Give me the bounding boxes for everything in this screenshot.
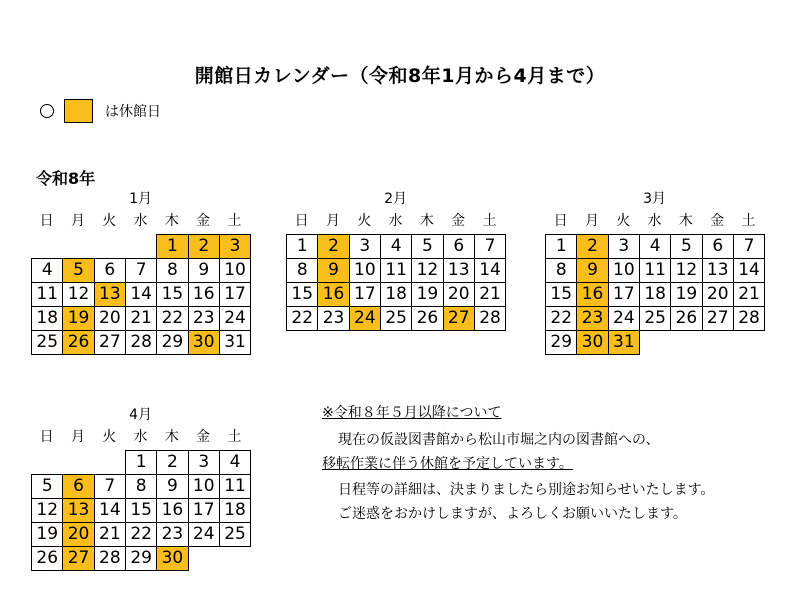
day-cell: 31 [219,330,252,355]
day-cell: 6 [443,234,476,259]
weekday-header: 木 [164,213,179,229]
weekday-header: 火 [616,213,631,229]
day-cell-closed: 13 [62,498,95,523]
day-cell: 7 [125,258,158,283]
month-title: 2月 [384,191,407,207]
weekday-header: 月 [325,213,340,229]
day-cell: 28 [474,306,507,331]
day-cell: 26 [31,546,64,571]
day-cell: 12 [31,498,64,523]
day-cell-closed: 9 [576,258,609,283]
weekday-header: 水 [133,429,148,445]
day-cell: 25 [31,330,64,355]
day-cell-closed: 2 [576,234,609,259]
day-cell: 20 [702,282,735,307]
day-cell: 4 [639,234,672,259]
day-cell: 4 [219,450,252,475]
day-cell: 13 [443,258,476,283]
day-cell: 3 [349,234,382,259]
day-cell: 8 [545,258,578,283]
day-cell: 23 [188,306,221,331]
day-cell: 19 [31,522,64,547]
day-cell: 10 [349,258,382,283]
day-cell: 10 [188,474,221,499]
day-cell: 24 [188,522,221,547]
day-cell-closed: 19 [62,306,95,331]
day-cell-closed: 16 [576,282,609,307]
day-cell: 21 [94,522,127,547]
day-cell: 23 [317,306,350,331]
day-cell: 19 [411,282,444,307]
day-cell: 3 [608,234,641,259]
weekday-header: 金 [196,429,211,445]
weekday-header: 水 [133,213,148,229]
day-cell: 4 [31,258,64,283]
weekday-header: 月 [584,213,599,229]
day-cell: 18 [639,282,672,307]
day-cell: 12 [411,258,444,283]
day-cell: 29 [125,546,158,571]
legend [40,98,161,124]
day-cell: 20 [94,306,127,331]
day-cell: 8 [125,474,158,499]
day-cell: 24 [219,306,252,331]
weekday-header: 金 [196,213,211,229]
day-cell: 15 [286,282,319,307]
weekday-header: 木 [164,429,179,445]
day-cell: 11 [219,474,252,499]
day-cell-closed: 31 [608,330,641,355]
weekday-header: 水 [388,213,403,229]
day-cell: 21 [474,282,507,307]
day-cell-closed: 30 [188,330,221,355]
weekday-header: 水 [647,213,662,229]
day-cell: 1 [125,450,158,475]
day-cell: 11 [639,258,672,283]
day-cell: 28 [125,330,158,355]
circle-icon [40,104,54,118]
day-cell: 22 [286,306,319,331]
weekday-header: 金 [710,213,725,229]
weekday-header: 木 [678,213,693,229]
day-cell: 17 [188,498,221,523]
day-cell: 18 [31,306,64,331]
day-cell: 23 [156,522,189,547]
day-cell: 5 [670,234,703,259]
day-cell-closed: 20 [62,522,95,547]
day-cell: 18 [219,498,252,523]
day-cell-closed: 27 [62,546,95,571]
day-cell: 20 [443,282,476,307]
day-cell: 2 [156,450,189,475]
day-cell: 14 [474,258,507,283]
notice-heading: ※令和８年５月以降について [322,405,502,421]
day-cell: 11 [380,258,413,283]
day-cell: 10 [608,258,641,283]
weekday-header: 木 [419,213,434,229]
weekday-header: 日 [39,213,54,229]
day-cell: 10 [219,258,252,283]
weekday-header: 日 [553,213,568,229]
day-cell: 25 [639,306,672,331]
day-cell-closed: 1 [156,234,189,259]
day-cell-closed: 24 [349,306,382,331]
day-cell: 8 [156,258,189,283]
day-cell: 15 [545,282,578,307]
day-cell: 3 [188,450,221,475]
day-cell: 28 [94,546,127,571]
month-title: 4月 [129,407,152,423]
day-cell: 21 [125,306,158,331]
day-cell: 15 [125,498,158,523]
day-cell: 26 [670,306,703,331]
weekday-header: 月 [70,213,85,229]
day-cell-closed: 27 [443,306,476,331]
day-cell: 14 [125,282,158,307]
day-cell: 9 [188,258,221,283]
day-cell-closed: 23 [576,306,609,331]
day-cell: 5 [411,234,444,259]
weekday-header: 火 [102,429,117,445]
day-cell: 7 [733,234,766,259]
closed-color-swatch [64,99,93,123]
legend-text: は休館日 [105,104,161,120]
weekday-header: 金 [451,213,466,229]
day-cell: 27 [94,330,127,355]
day-cell-closed: 9 [317,258,350,283]
day-cell: 12 [62,282,95,307]
weekday-header: 火 [357,213,372,229]
day-cell: 29 [156,330,189,355]
day-cell: 4 [380,234,413,259]
day-cell-closed: 26 [62,330,95,355]
day-cell: 8 [286,258,319,283]
day-cell: 14 [94,498,127,523]
day-cell: 22 [156,306,189,331]
day-cell-closed: 13 [94,282,127,307]
day-cell: 15 [156,282,189,307]
day-cell: 26 [411,306,444,331]
day-cell-closed: 2 [188,234,221,259]
weekday-header: 土 [227,429,242,445]
weekday-header: 日 [294,213,309,229]
weekday-header: 火 [102,213,117,229]
day-cell: 1 [545,234,578,259]
page-title: 開館日カレンダー（令和8年1月から4月まで） [194,65,606,87]
day-cell: 11 [31,282,64,307]
day-cell: 13 [702,258,735,283]
month-title: 1月 [129,191,152,207]
weekday-header: 日 [39,429,54,445]
day-cell-closed: 30 [156,546,189,571]
weekday-header: 土 [741,213,756,229]
day-cell: 17 [349,282,382,307]
day-cell: 17 [219,282,252,307]
day-cell: 1 [286,234,319,259]
day-cell: 16 [188,282,221,307]
notice-line-3: 日程等の詳細は、決まりましたら別途お知らせいたします。 [338,482,715,498]
weekday-header: 土 [482,213,497,229]
day-cell: 7 [474,234,507,259]
notice-line-4: ご迷惑をおかけしますが、よろしくお願いいたします。 [338,506,687,522]
day-cell: 9 [156,474,189,499]
notice-line-2: 移転作業に伴う休館を予定しています。 [322,456,573,472]
day-cell: 5 [31,474,64,499]
weekday-header: 土 [227,213,242,229]
day-cell-closed: 2 [317,234,350,259]
day-cell: 25 [219,522,252,547]
day-cell: 27 [702,306,735,331]
weekday-header: 月 [70,429,85,445]
day-cell-closed: 30 [576,330,609,355]
notice-line-1: 現在の仮設図書館から松山市堀之内の図書館への、 [338,432,660,448]
day-cell: 6 [94,258,127,283]
day-cell: 18 [380,282,413,307]
year-label: 令和8年 [36,169,96,188]
day-cell-closed: 16 [317,282,350,307]
day-cell: 16 [156,498,189,523]
day-cell: 25 [380,306,413,331]
day-cell: 19 [670,282,703,307]
day-cell: 21 [733,282,766,307]
day-cell: 28 [733,306,766,331]
day-cell-closed: 5 [62,258,95,283]
day-cell: 14 [733,258,766,283]
day-cell: 12 [670,258,703,283]
day-cell-closed: 3 [219,234,252,259]
day-cell: 24 [608,306,641,331]
day-cell: 22 [125,522,158,547]
month-title: 3月 [643,191,666,207]
day-cell: 17 [608,282,641,307]
day-cell-closed: 6 [62,474,95,499]
day-cell: 7 [94,474,127,499]
day-cell: 22 [545,306,578,331]
day-cell: 29 [545,330,578,355]
day-cell: 6 [702,234,735,259]
